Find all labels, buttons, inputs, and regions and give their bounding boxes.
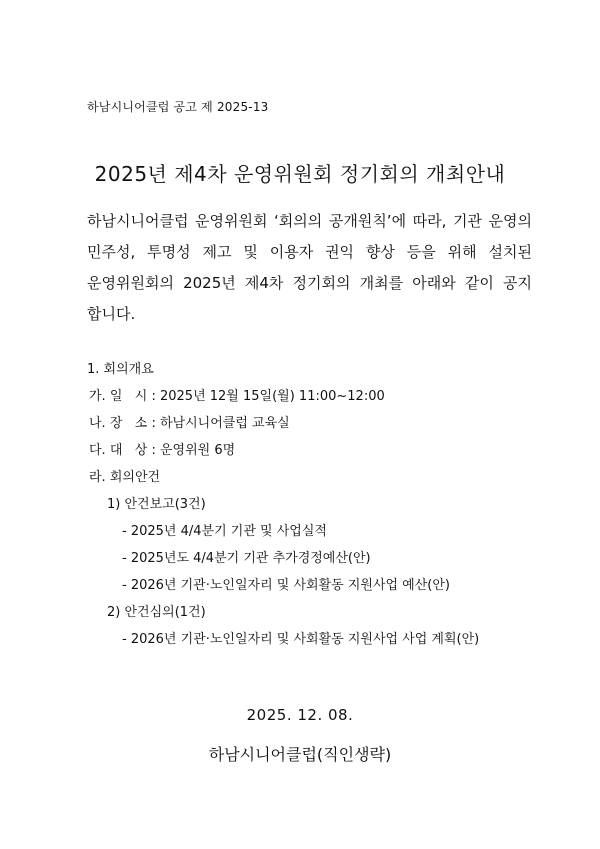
notice-number: 하남시니어클럽 공고 제 2025-13 [87, 100, 269, 114]
document-title: 2025년 제4차 운영위원회 정기회의 개최안내 [94, 162, 506, 186]
intro-paragraph [87, 206, 532, 330]
notice-date: 2025. 12. 08. [246, 706, 354, 724]
intro-line: 민주성, 투명성 제고 및 이용자 권익 향상 등을 위해 설치된 [87, 243, 532, 261]
agenda-report-item: - 2025년도 4/4분기 기관 추가경정예산(안) [122, 551, 371, 566]
organization-name: 하남시니어클럽(직인생략) [208, 745, 392, 764]
intro-line: 합니다. [87, 305, 136, 323]
agenda-report-item: - 2026년 기관·노인일자리 및 사회활동 지원사업 예산(안) [122, 578, 451, 593]
meeting-place: 나. 장 소 : 하남시니어클럽 교육실 [89, 416, 290, 431]
agenda-review-item: - 2026년 기관·노인일자리 및 사회활동 지원사업 사업 계획(안) [122, 632, 480, 647]
meeting-datetime: 가. 일 시 : 2025년 12월 15일(월) 11:00~12:00 [89, 389, 385, 404]
agenda-report-heading: 1) 안건보고(3건) [107, 497, 206, 512]
intro-line: 하남시니어클럽 운영위원회 ‘회의의 공개원칙’에 따라, 기관 운영의 [87, 212, 532, 230]
agenda-review-heading: 2) 안건심의(1건) [107, 605, 206, 620]
agenda-report-item: - 2025년 4/4분기 기관 및 사업실적 [122, 524, 327, 539]
meeting-overview [87, 356, 547, 653]
section-heading: 1. 회의개요 [87, 362, 154, 377]
intro-line: 운영위원회의 2025년 제4차 정기회의 개최를 아래와 같이 공지 [87, 274, 532, 292]
meeting-attendees: 다. 대 상 : 운영위원 6명 [89, 443, 236, 458]
meeting-agenda-heading: 라. 회의안건 [89, 470, 161, 485]
